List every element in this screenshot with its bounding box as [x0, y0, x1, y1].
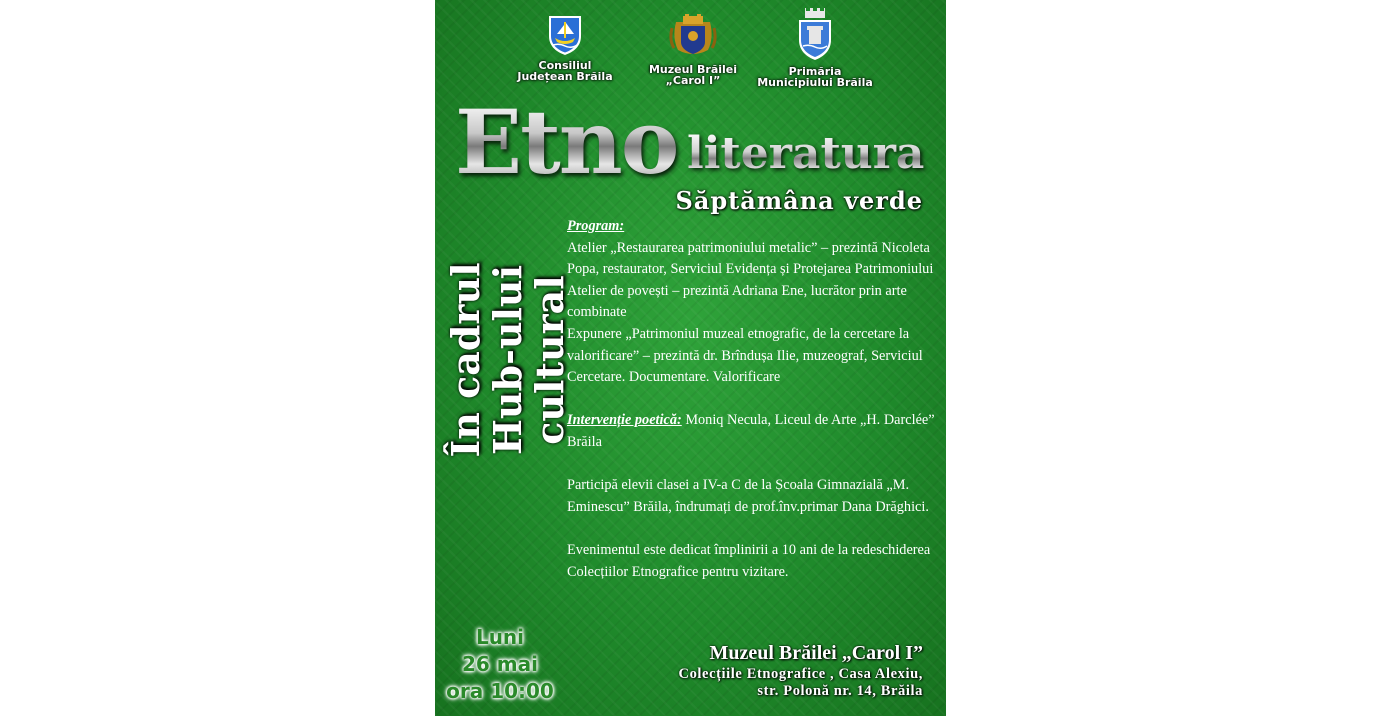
date-date: 26 mai — [462, 652, 538, 676]
program-label: Program: — [567, 218, 625, 234]
program-section — [567, 216, 937, 583]
logo-muzeul-brailei — [643, 14, 743, 86]
event-subtitle: Săptămâna verde — [675, 186, 923, 215]
event-poster — [435, 0, 946, 716]
museum-coat-of-arms-icon — [668, 14, 718, 60]
city-coat-of-arms-icon — [797, 8, 833, 62]
logo-primaria — [755, 8, 875, 88]
vertical-line-1: În cadrul — [443, 262, 488, 458]
poetic-intervention — [567, 410, 937, 453]
logo-line: Muzeul Brăilei — [648, 63, 738, 76]
event-date — [443, 624, 557, 705]
program-item: Expunere „Patrimoniul muzeal etnografic, de la cercetare la valorificare” – prezintă dr. Brîndușa Ilie, muzeograf, Serviciul Cercetare. Documentare. Valorificare — [567, 325, 923, 386]
poetic-label: Intervenție poetică: — [567, 412, 682, 429]
logo-line: Consiliul — [538, 59, 592, 72]
program-item: Atelier de povești – prezintă Adriana Ene, lucrător prin arte combinate — [567, 282, 907, 321]
date-day: Luni — [475, 625, 525, 649]
poetic-text: Moniq Necula, Liceul de Arte „H. Darclée” Brăila — [567, 412, 935, 450]
vertical-caption — [443, 200, 572, 520]
vertical-line-2: Hub-ului cultural — [485, 265, 572, 455]
county-coat-of-arms-icon — [547, 14, 583, 56]
logo-line: Județean Brăila — [517, 70, 613, 83]
venue-name: Muzeul Brăilei „Carol I” — [709, 642, 923, 664]
title-literatura: literatura — [687, 128, 925, 179]
logo-line: Primăria — [788, 65, 842, 78]
event-venue — [679, 640, 924, 700]
venue-line: str. Polonă nr. 14, Brăila — [757, 683, 923, 699]
event-title — [455, 90, 935, 194]
date-time: ora 10:00 — [446, 679, 554, 703]
logo-consiliul-judetean — [515, 14, 615, 82]
title-etno: Etno — [455, 90, 678, 194]
participants-text: Participă elevii clasei a IV-a C de la Școala Gimnazială „M. Eminescu” Brăila, îndrumați de prof.înv.primar Dana Drăghici. — [567, 477, 929, 515]
venue-line: Colecțiile Etnografice , Casa Alexiu, — [678, 666, 923, 682]
logo-line: „Carol I” — [665, 74, 721, 87]
dedication-text: Evenimentul este dedicat împlinirii a 10 ani de la redeschiderea Colecțiilor Etnografice pentru vizitare. — [567, 541, 931, 580]
logo-line: Municipiului Brăila — [757, 76, 873, 89]
program-item: Atelier „Restaurarea patrimoniului metalic” – prezintă Nicoleta Popa, restaurator, Serviciul Evidența și Protejarea Patrimoniului — [567, 239, 934, 278]
